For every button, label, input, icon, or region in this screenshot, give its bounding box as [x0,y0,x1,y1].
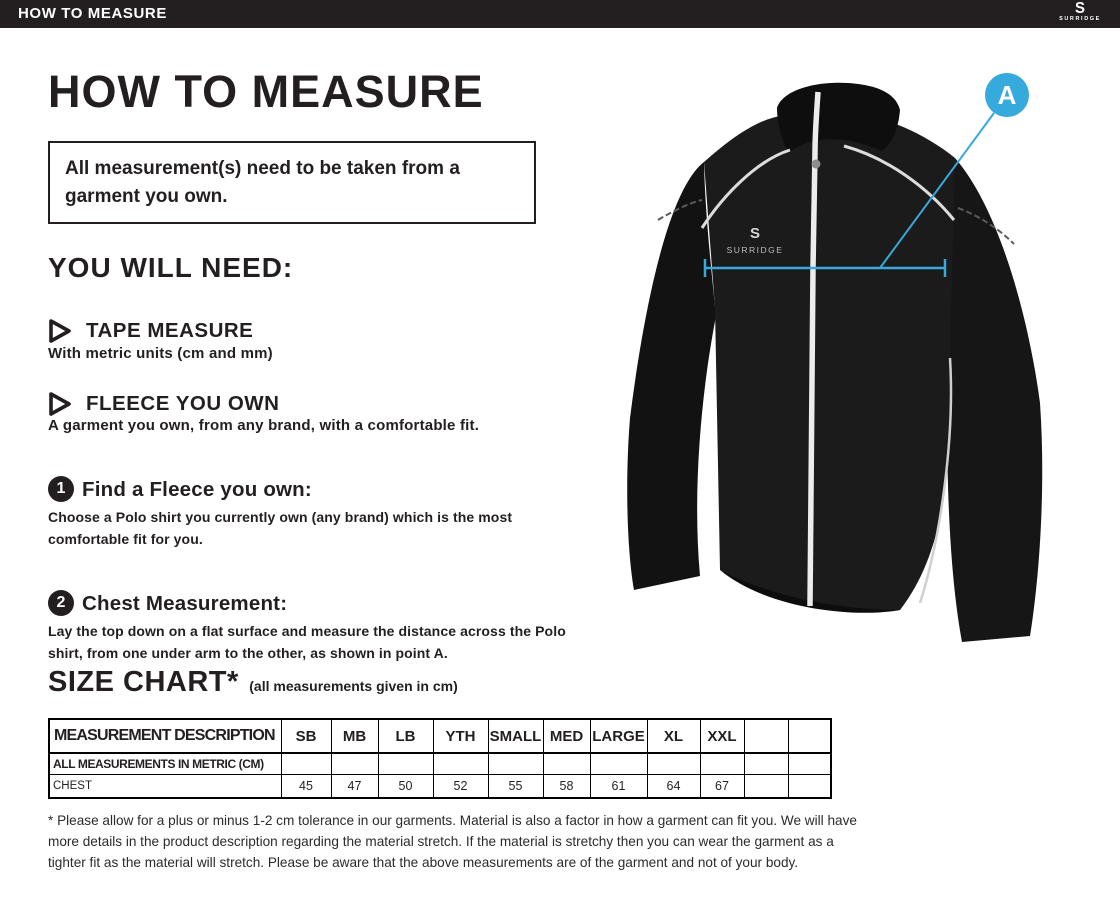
jacket-body [704,114,955,611]
step-1-title: Find a Fleece you own: [82,478,312,501]
triangle-bullet-icon [48,391,72,417]
footnote-line: tighter fit as the material will stretch. Please be aware that the above measurements are of the garment and not of your body. [48,855,799,871]
column-header: XL [647,719,700,753]
jacket-zip-pull [812,160,821,169]
need-item-label: FLEECE YOU OWN [86,392,280,415]
cell-value: 47 [331,775,378,799]
page-title: HOW TO MEASURE [48,66,484,117]
size-chart-subtitle: (all measurements given in cm) [249,678,458,694]
fleece-jacket-figure [598,58,1120,708]
point-a-label: A [997,80,1017,110]
jacket-right-sleeve [947,158,1042,642]
step-2-title: Chest Measurement: [82,592,288,615]
column-header: SB [281,719,331,753]
empty-cell [281,753,331,775]
jacket-logo-s-icon: S [749,225,761,242]
empty-cell [700,753,744,775]
size-chart-table [48,718,832,799]
top-title-bar [0,0,1120,28]
cell-value: 52 [433,775,488,799]
need-item-description: A garment you own, from any brand, with a comfortable fit. [48,417,480,434]
empty-cell [744,753,788,775]
table-header-row [49,719,831,753]
column-header: SMALL [488,719,543,753]
size-chart-title: SIZE CHART* [48,666,239,698]
cell-value: 61 [590,775,647,799]
table-row [49,753,831,775]
surridge-logo [1050,1,1110,23]
column-header: MED [543,719,590,753]
surridge-brand-text: SURRIDGE [1059,16,1101,22]
column-header [788,719,831,753]
cell-value: 58 [543,775,590,799]
column-header: MEASUREMENT DESCRIPTION [49,719,281,753]
size-chart-heading [48,666,458,699]
cell-value [788,775,831,799]
need-item-label: TAPE MEASURE [86,319,254,342]
step-1-description: Choose a Polo shirt you currently own (any brand) which is the most comfortable fit for you. [48,509,513,548]
surridge-s-icon: S [1074,0,1085,18]
column-header: XXL [700,719,744,753]
cell-value: 50 [378,775,433,799]
column-header [744,719,788,753]
empty-cell [378,753,433,775]
column-header: YTH [433,719,488,753]
empty-cell [488,753,543,775]
empty-cell [331,753,378,775]
column-header: LARGE [590,719,647,753]
measurement-note-box: All measurement(s) need to be taken from a garment you own. [48,141,536,224]
fleece-jacket-image [598,58,1120,708]
topbar-title: HOW TO MEASURE [18,5,167,22]
size-chart-footnote [48,810,857,873]
column-header: LB [378,719,433,753]
table-row [49,775,831,799]
jacket-logo-text: SURRIDGE [726,245,784,255]
empty-cell [788,753,831,775]
triangle-bullet-icon [48,318,72,344]
cell-value: 67 [700,775,744,799]
column-header: MB [331,719,378,753]
empty-cell [647,753,700,775]
cell-value: 64 [647,775,700,799]
you-will-need-heading: YOU WILL NEED: [48,252,294,283]
cell-value: 55 [488,775,543,799]
cell-value [744,775,788,799]
empty-cell [543,753,590,775]
step-1-number-badge: 1 [48,476,74,502]
footnote-line: * Please allow for a plus or minus 1-2 cm tolerance in our garments. Material is also a factor in how a garment can fit you. We will have [48,813,857,828]
empty-cell [590,753,647,775]
step-2-description: Lay the top down on a flat surface and measure the distance across the Polo shirt, from one under arm to the other, as shown in point A. [48,623,566,662]
step-2-number-badge: 2 [48,590,74,616]
empty-cell [433,753,488,775]
need-item-description: With metric units (cm and mm) [48,345,273,362]
row-label: CHEST [49,775,281,799]
row-label: ALL MEASUREMENTS IN METRIC (CM) [49,753,281,775]
footnote-line: more details in the product description regarding the material stretch. If the material is stretchy then you can wear the garment as a [48,834,834,850]
cell-value: 45 [281,775,331,799]
